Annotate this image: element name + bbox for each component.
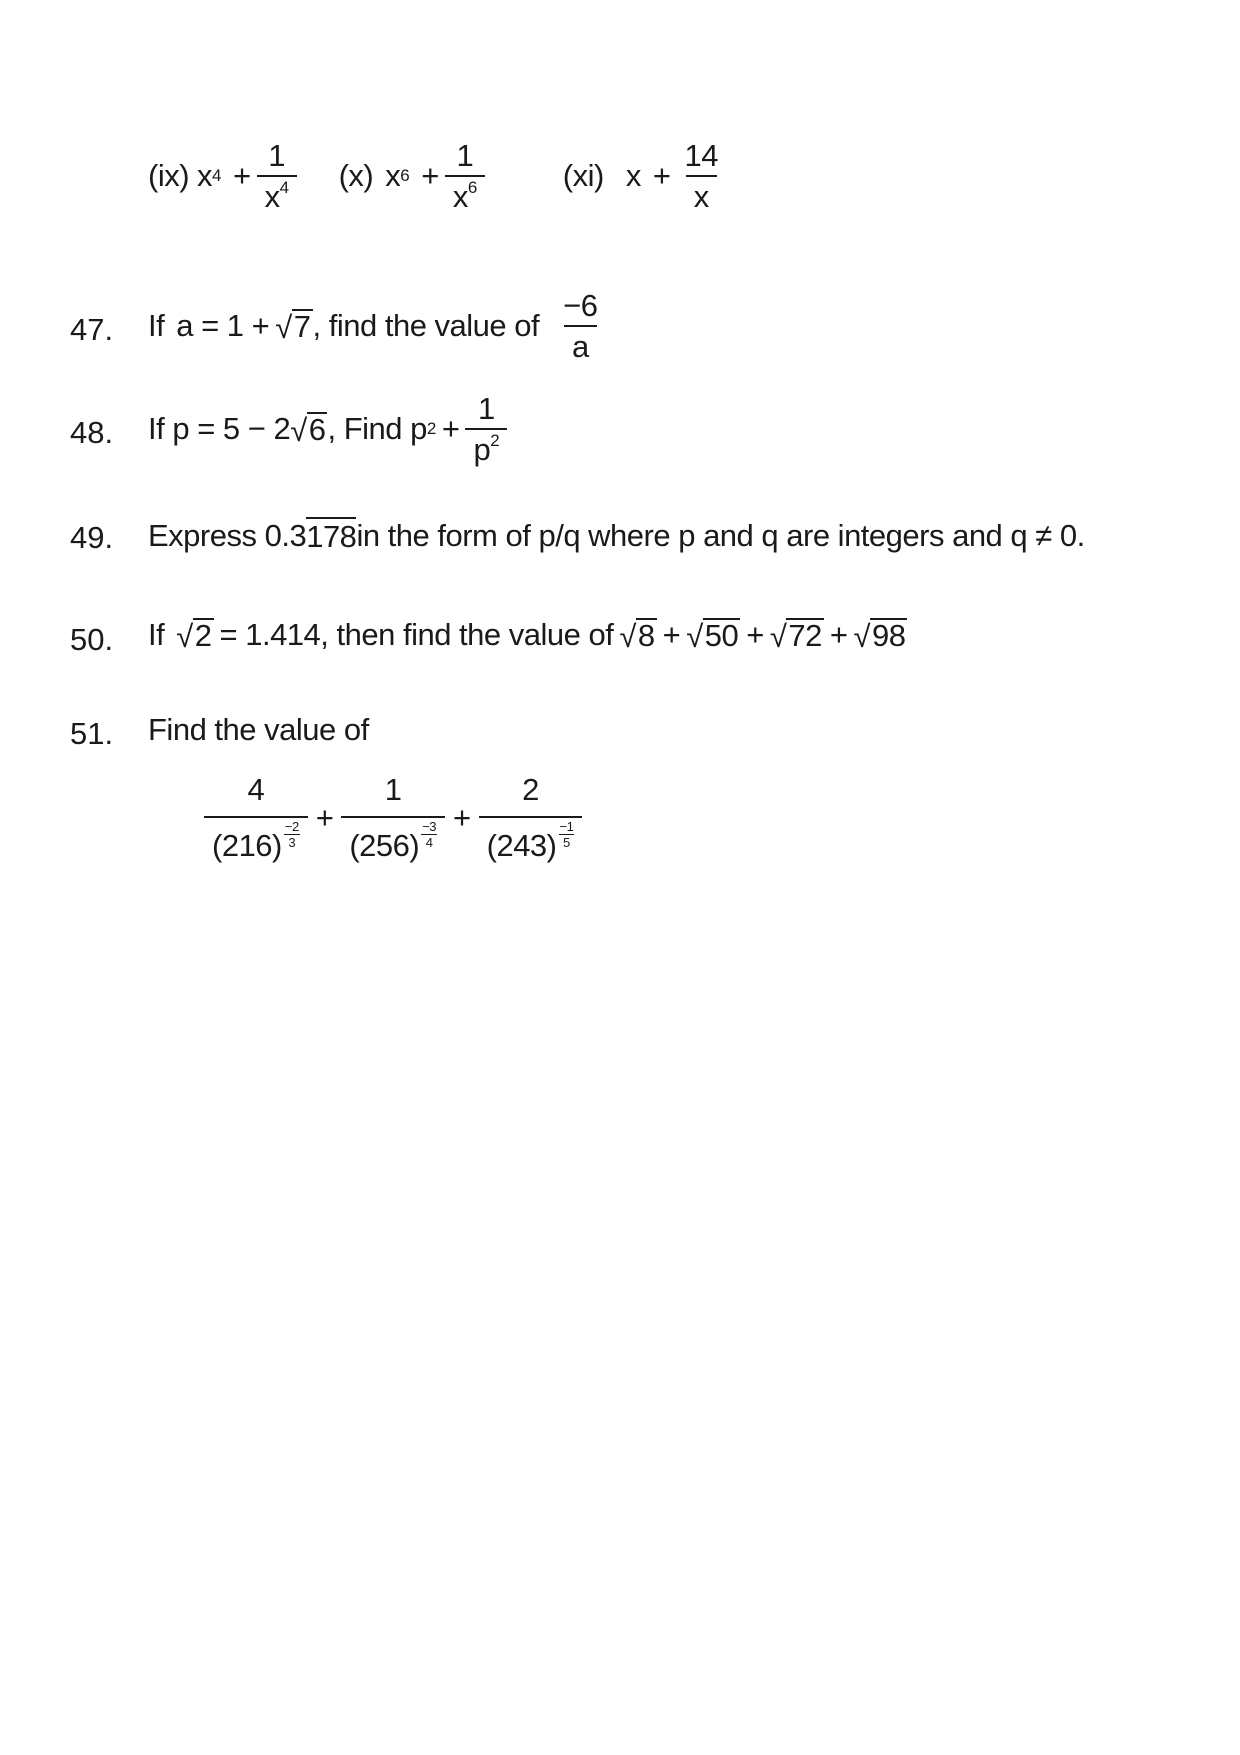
q51-term-1-base: (216)	[212, 828, 282, 863]
q47-frac-den: a	[564, 325, 597, 362]
part-x-base: x	[385, 158, 401, 193]
part-x-label: (x)	[338, 158, 374, 193]
q47-frac-num: −6	[563, 288, 598, 323]
part-x-plus: +	[421, 158, 439, 193]
q50-sqrt-50: √ 50	[686, 617, 739, 655]
q51-plus-2: +	[453, 800, 471, 835]
question-50: If √ 2 = 1.414, then find the value of √ 8 + √ 50 + √ 72 + √ 98	[148, 617, 906, 655]
question-51-number: 51.	[70, 716, 114, 751]
question-47-number: 47.	[70, 312, 114, 347]
q51-term-1	[204, 772, 308, 864]
q47-a-eq: a = 1 +	[176, 308, 270, 343]
q48-pre: If p = 5 − 2	[148, 411, 291, 446]
q51-term-2-exponent: −3 4	[422, 819, 437, 850]
question-48: If p = 5 − 2 √ 6 , Find p 2 + $\frac{1}{p^2}$	[148, 393, 513, 465]
q48-mid: , Find p	[327, 411, 427, 446]
part-xi-fraction	[676, 140, 725, 212]
q51-term-2	[341, 772, 445, 864]
q49-pre: Express 0.3	[148, 518, 307, 553]
q51-term-1-exponent: −2 3	[284, 819, 299, 850]
q50-sqrt-98: √ 98	[853, 617, 906, 655]
part-x-fraction	[445, 140, 485, 212]
part-xi-label: (xi)	[562, 158, 604, 193]
question-49-number: 49.	[70, 520, 114, 555]
q48-sqrt-arg: 6	[308, 411, 326, 447]
q49-repeating-digits: 178	[306, 519, 357, 554]
part-ix-fraction	[257, 140, 297, 212]
q51-term-2-num: 1	[384, 772, 402, 807]
q48-frac-num: 1	[477, 391, 495, 426]
part-ix-numerator: 1	[268, 138, 285, 173]
q48-fraction	[465, 393, 507, 465]
q51-term-2-base: (256)	[349, 828, 420, 863]
q51-expression	[196, 772, 590, 864]
part-xi-numerator: 14	[684, 138, 718, 173]
q51-term-1-num: 4	[247, 772, 265, 807]
q50-sqrt-72: √ 72	[769, 617, 822, 655]
q51-term-3	[479, 772, 583, 864]
q48-sqrt: √ 6	[290, 411, 326, 449]
q50-mid: = 1.414, then find the value of	[219, 617, 614, 652]
q47-fraction	[555, 290, 605, 362]
part-x-numerator: 1	[456, 138, 474, 173]
part-xi-base: x	[625, 158, 641, 193]
part-x-den-base: x	[452, 179, 468, 214]
q48-frac-den: p	[473, 432, 491, 467]
q50-sqrt-8: √ 8	[619, 617, 655, 655]
question-47	[148, 290, 612, 362]
part-xi-denominator: x	[686, 175, 717, 212]
q47-sqrt: √ 7	[275, 308, 311, 346]
subparts-row: (ix) x 4 + $\frac{1}{x^4}$ (x) x 6 + $\frac{1}{x^6}$ (xi) x + $\frac{14}{x}$	[148, 140, 732, 212]
part-ix-plus: +	[233, 158, 251, 193]
q51-plus-1: +	[315, 800, 334, 835]
q49-post: in the form of p/q where p and q are integers and q ≠ 0.	[356, 518, 1085, 553]
question-51-text: Find the value of	[148, 712, 369, 747]
q47-sqrt-arg: 7	[293, 308, 311, 344]
part-xi-plus: +	[652, 158, 671, 193]
part-ix-den-exp: 4	[279, 178, 289, 197]
q48-den-exp: 2	[490, 431, 500, 450]
question-50-number: 50.	[70, 622, 114, 657]
q51-term-3-base: (243)	[486, 828, 557, 863]
part-ix-base: x	[197, 158, 213, 193]
part-x-den-exp: 6	[467, 178, 477, 197]
q47-post: , find the value of	[312, 308, 540, 343]
q51-term-3-exponent: −1 5	[559, 819, 574, 850]
part-ix-label: (ix)	[148, 158, 190, 193]
part-ix-den-base: x	[264, 179, 280, 214]
question-48-number: 48.	[70, 415, 114, 450]
q50-sqrt-2: √ 2	[176, 617, 212, 655]
q51-term-3-num: 2	[522, 772, 539, 807]
question-49	[148, 517, 1085, 555]
q48-plus: +	[441, 411, 460, 446]
q50-if: If	[148, 617, 165, 652]
q47-if: If	[148, 308, 165, 343]
